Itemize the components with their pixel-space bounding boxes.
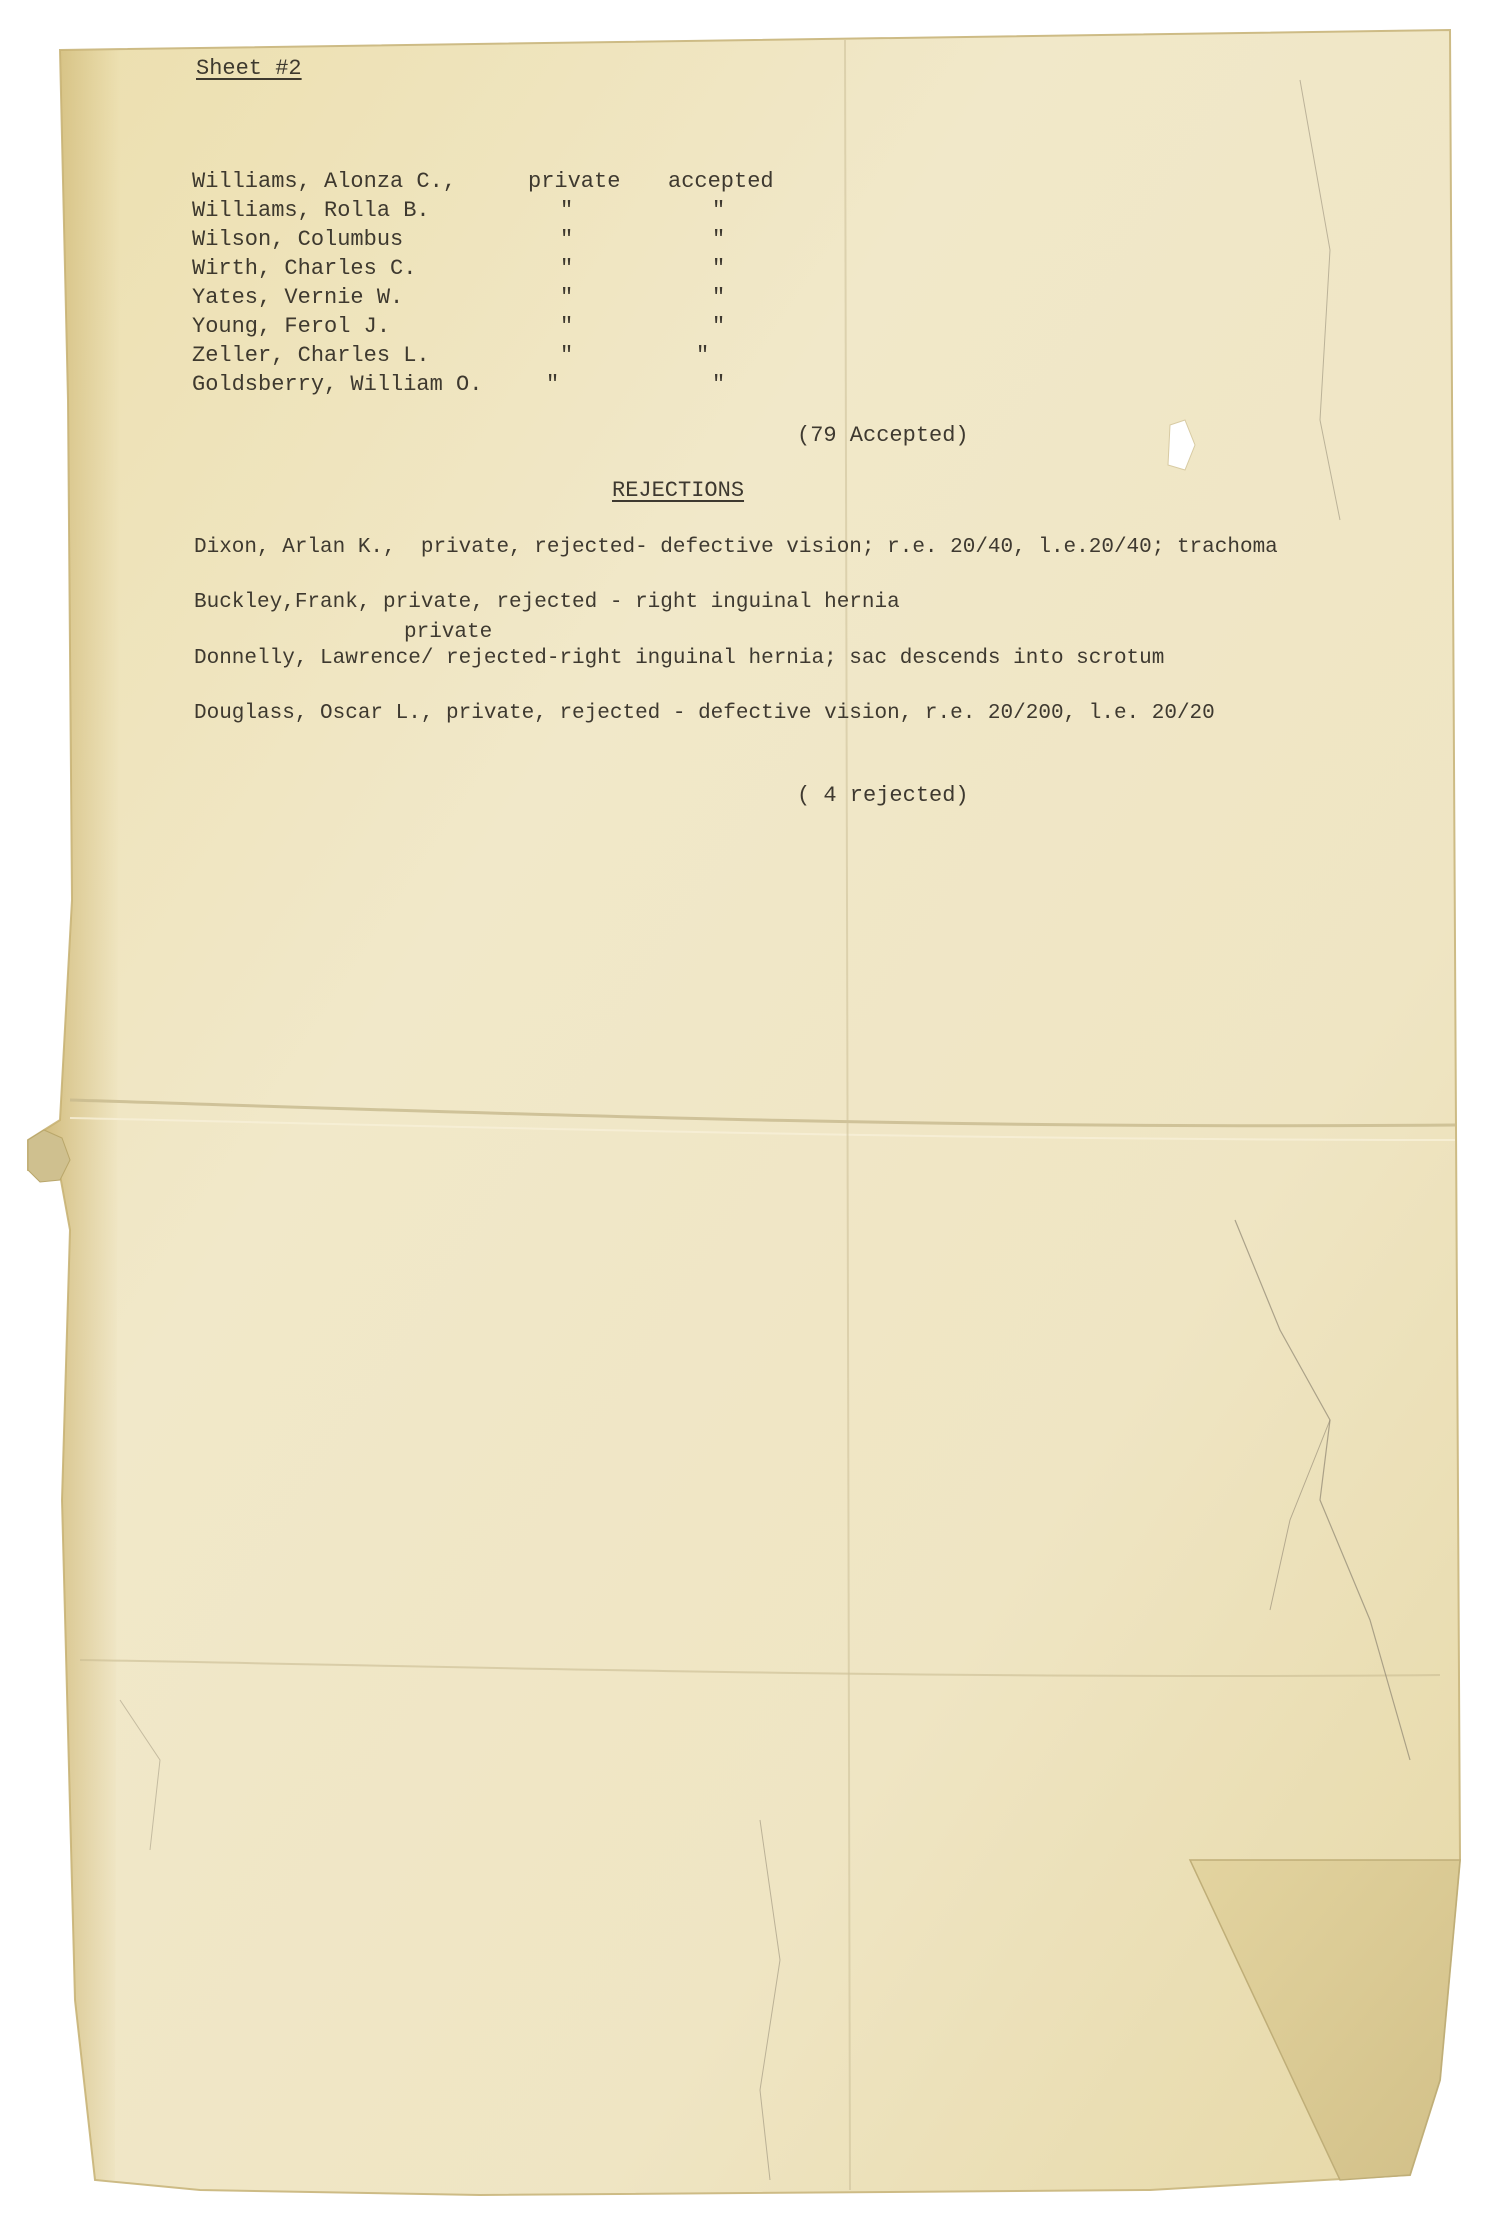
accepted-row-name: Williams, Rolla B. (192, 198, 430, 223)
rejections-heading: REJECTIONS (612, 478, 745, 503)
accepted-row-rank: " (560, 343, 574, 368)
accepted-row-rank: " (560, 227, 574, 252)
accepted-row-status: " (712, 285, 726, 310)
edge-stain (28, 50, 120, 2180)
accepted-row-status: " (712, 314, 726, 339)
rejection-entry: Donnelly, Lawrence/ rejected-right inguinal hernia; sac descends into scrotum (194, 647, 1165, 670)
accepted-row-rank: " (546, 372, 560, 397)
accepted-row-status: " (712, 256, 726, 281)
accepted-total: (79 Accepted) (797, 423, 969, 448)
rejected-total: ( 4 rejected) (797, 783, 969, 808)
rejection-entry: Douglass, Oscar L., private, rejected - defective vision, r.e. 20/200, l.e. 20/20 (194, 702, 1215, 725)
rejection-entry: Dixon, Arlan K., private, rejected- defective vision; r.e. 20/40, l.e.20/40; trachoma (194, 536, 1278, 559)
accepted-row-rank: private (528, 169, 621, 194)
accepted-row-rank: " (560, 198, 574, 223)
accepted-row-name: Goldsberry, William O. (192, 372, 483, 397)
accepted-row-rank: " (560, 314, 574, 339)
accepted-row-status: " (712, 227, 726, 252)
accepted-row-name: Zeller, Charles L. (192, 343, 430, 368)
accepted-row-name: Williams, Alonza C., (192, 169, 457, 194)
rejection-entry: Buckley,Frank, private, rejected - right inguinal hernia (194, 591, 900, 614)
accepted-row-rank: " (560, 285, 574, 310)
accepted-row-name: Yates, Vernie W. (192, 285, 404, 310)
accepted-row-status: " (712, 372, 726, 397)
accepted-row-status: " (696, 343, 710, 368)
accepted-row-status: accepted (668, 169, 774, 194)
accepted-row-name: Wirth, Charles C. (192, 256, 417, 281)
accepted-row-status: " (712, 198, 726, 223)
sheet-label: Sheet #2 (196, 56, 302, 81)
accepted-row-name: Young, Ferol J. (192, 314, 391, 339)
accepted-row-name: Wilson, Columbus (192, 227, 404, 252)
accepted-row-rank: " (560, 256, 574, 281)
handwritten-insertion: private (404, 621, 493, 644)
